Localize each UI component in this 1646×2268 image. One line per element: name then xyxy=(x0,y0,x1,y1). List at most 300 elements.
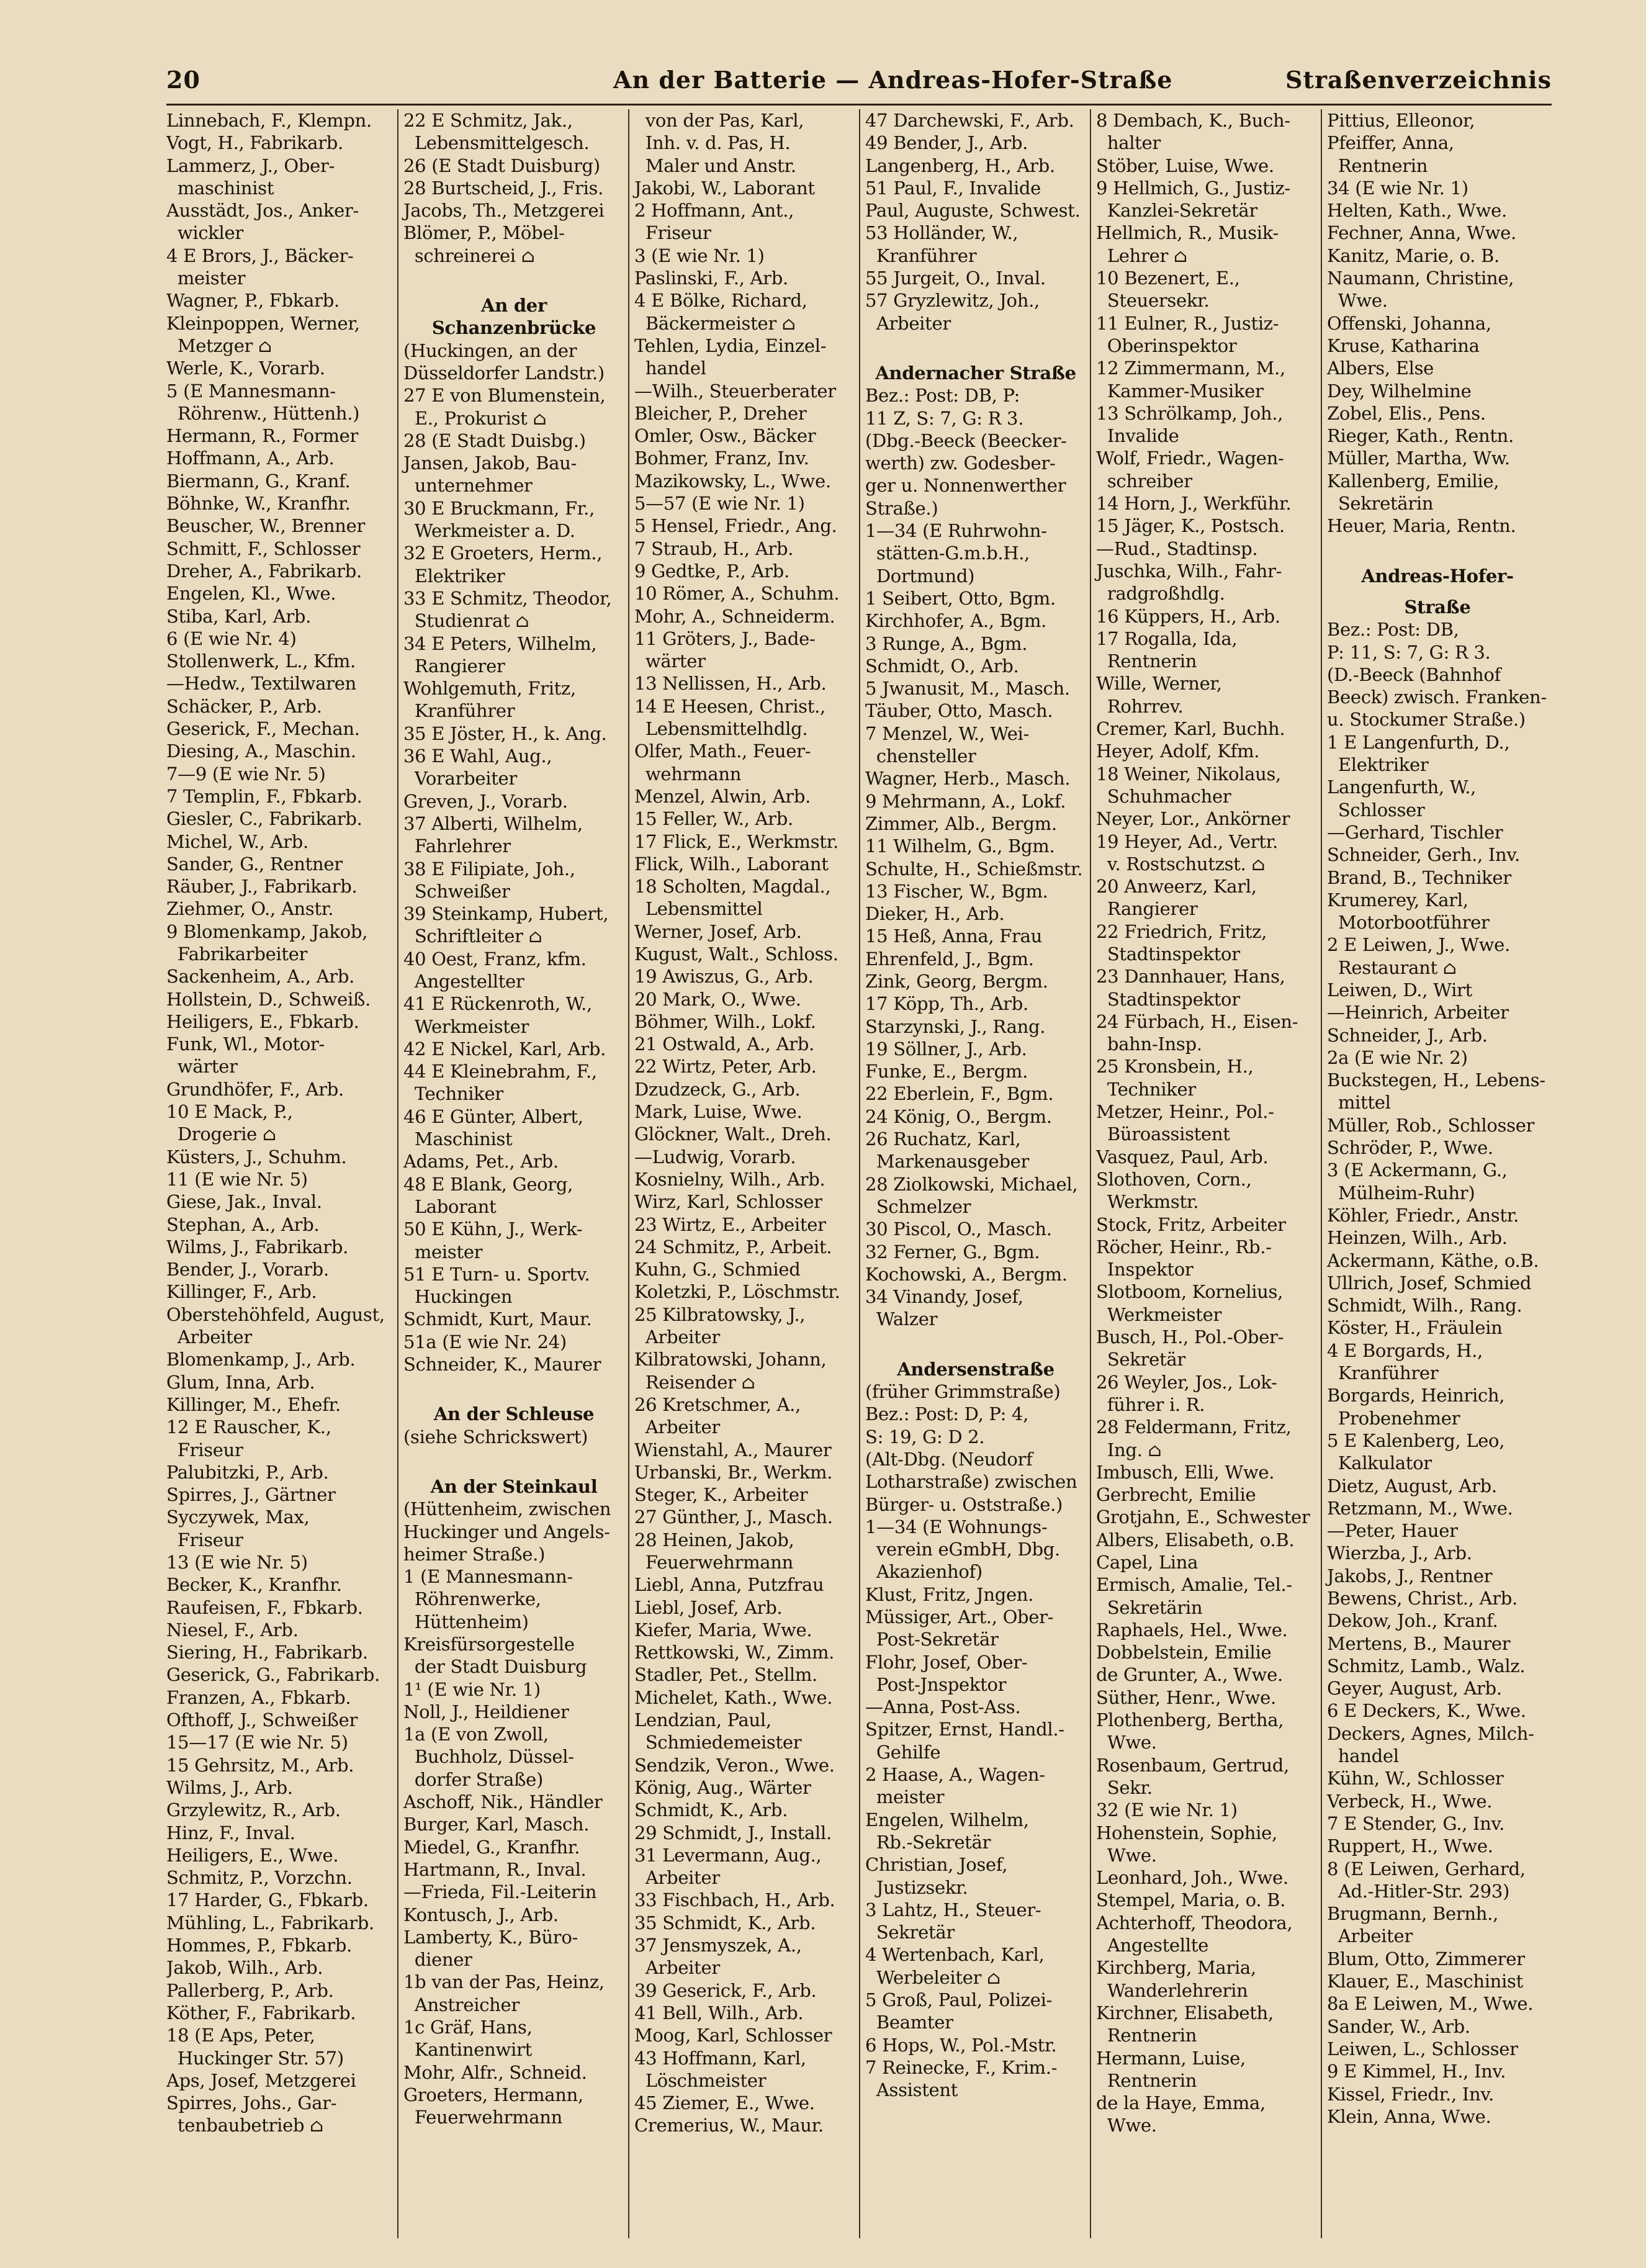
directory-entry: Hüttenheim) xyxy=(403,1611,529,1632)
directory-entry: Müller, Rob., Schlosser xyxy=(1327,1114,1535,1136)
directory-entry: 22 Friedrich, Fritz, xyxy=(1096,920,1267,942)
directory-entry: Schmitz, Lamb., Walz. xyxy=(1327,1655,1526,1676)
directory-entry: Gehilfe xyxy=(865,1741,941,1763)
directory-entry: maschinist xyxy=(166,177,274,199)
directory-entry: Feuerwehrmann xyxy=(403,2107,563,2128)
directory-entry: wärter xyxy=(634,650,706,672)
directory-entry: —Hedw., Textilwaren xyxy=(166,673,356,695)
directory-entry: stätten-G.m.b.H., xyxy=(865,542,1030,564)
directory-entry: Probenehmer xyxy=(1327,1407,1460,1429)
directory-entry: de Grunter, A., Wwe. xyxy=(1096,1664,1283,1686)
directory-entry: Schulte, H., Schießmstr. xyxy=(865,858,1083,880)
directory-entry: Dortmund) xyxy=(865,565,975,587)
directory-entry: König, Aug., Wärter xyxy=(634,1776,811,1798)
directory-entry: Rettkowski, W., Zimm. xyxy=(634,1642,835,1663)
directory-entry: —Peter, Hauer xyxy=(1327,1520,1458,1542)
directory-entry: 4 Wertenbach, Karl, xyxy=(865,1944,1045,1966)
directory-entry: 29 Schmidt, J., Install. xyxy=(634,1822,832,1843)
directory-entry: 15 Gehrsitz, M., Arb. xyxy=(166,1754,354,1776)
directory-entry: Restaurant ⌂ xyxy=(1327,956,1457,978)
directory-entry: 11 Z, S: 7, G: R 3. xyxy=(865,407,1024,429)
spacer xyxy=(865,1331,1086,1349)
directory-entry: Wohlgemuth, Fritz, xyxy=(403,678,576,700)
directory-entry: Schmiedemeister xyxy=(634,1732,802,1753)
directory-entry: 24 Fürbach, H., Eisen- xyxy=(1096,1010,1298,1032)
directory-entry: Neyer, Lor., Ankörner xyxy=(1096,808,1290,830)
directory-entry: Stiba, Karl, Arb. xyxy=(166,605,312,627)
directory-entry: Schuhmacher xyxy=(1096,785,1231,807)
directory-entry: Helten, Kath., Wwe. xyxy=(1327,200,1507,222)
directory-entry: Beuscher, W., Brenner xyxy=(166,515,366,537)
directory-entry: 47 Darchewski, F., Arb. xyxy=(865,110,1074,131)
directory-entry: 12 E Rauscher, K., xyxy=(166,1416,331,1438)
directory-entry: 38 E Filipiate, Joh., xyxy=(403,858,575,880)
directory-entry: Olfer, Math., Feuer- xyxy=(634,740,811,762)
directory-entry: Ziehmer, O., Anstr. xyxy=(166,898,334,920)
directory-entry: 1—34 (E Wohnungs- xyxy=(865,1516,1048,1537)
directory-entry: Täuber, Otto, Masch. xyxy=(865,700,1053,722)
directory-entry: Ad.-Hitler-Str. 293) xyxy=(1327,1880,1509,1902)
column-3 xyxy=(628,109,859,2238)
directory-entry: Steuersekr. xyxy=(1096,290,1210,312)
directory-entry: 28 Ziolkowski, Michael, xyxy=(865,1173,1078,1195)
directory-entry: Werkmeister xyxy=(1096,1303,1222,1325)
directory-entry: Werkmeister a. D. xyxy=(403,520,575,542)
directory-entry: Wilms, J., Fabrikarb. xyxy=(166,1236,349,1258)
directory-entry: 9 Mehrmann, A., Lokf. xyxy=(865,790,1066,812)
directory-entry: Wienstahl, A., Maurer xyxy=(634,1439,832,1460)
directory-entry: Aschoff, Nik., Händler xyxy=(403,1791,603,1813)
directory-entry: Stock, Fritz, Arbeiter xyxy=(1096,1213,1286,1235)
directory-entry: Kallenberg, Emilie, xyxy=(1327,470,1500,492)
directory-entry: 21 Ostwald, A., Arb. xyxy=(634,1033,815,1055)
directory-entry: Arbeiter xyxy=(166,1326,252,1348)
spacer xyxy=(403,1448,624,1467)
directory-entry: Cremer, Karl, Buchh. xyxy=(1096,718,1285,740)
directory-entry: 1 (E Mannesmann- xyxy=(403,1566,573,1588)
directory-entry: schreiber xyxy=(1096,470,1192,492)
directory-entry: werth) zw. Godesber- xyxy=(865,452,1056,474)
directory-entry: Dey, Wilhelmine xyxy=(1327,380,1472,402)
directory-entry: 19 Awiszus, G., Arb. xyxy=(634,966,814,988)
spacer xyxy=(403,1375,624,1394)
directory-entry: Imbusch, Elli, Wwe. xyxy=(1096,1461,1275,1483)
directory-entry: 10 E Mack, P., xyxy=(166,1101,293,1123)
directory-entry: Langenfurth, W., xyxy=(1327,776,1477,798)
directory-entry: 49 Bender, J., Arb. xyxy=(865,132,1028,154)
directory-entry: 6 (E wie Nr. 4) xyxy=(166,628,297,649)
directory-entry: Geserick, F., Mechan. xyxy=(166,718,360,740)
directory-entry: 6 E Deckers, K., Wwe. xyxy=(1327,1700,1526,1722)
directory-entry: Grundhöfer, F., Arb. xyxy=(166,1078,344,1100)
directory-entry: (D.-Beeck (Bahnhof xyxy=(1327,664,1501,685)
directory-entry: Inh. v. d. Pas, H. xyxy=(634,132,791,154)
directory-entry: 30 E Bruckmann, Fr., xyxy=(403,497,595,519)
directory-entry: 24 König, O., Bergm. xyxy=(865,1105,1052,1127)
directory-entry: —Ludwig, Vorarb. xyxy=(634,1146,796,1168)
directory-entry: 22 Eberlein, F., Bgm. xyxy=(865,1083,1054,1105)
directory-entry: 20 Mark, O., Wwe. xyxy=(634,988,801,1010)
directory-entry: Kirchner, Elisabeth, xyxy=(1096,2002,1274,2023)
directory-entry: Siering, H., Fabrikarb. xyxy=(166,1642,368,1663)
directory-entry: Stadtinspektor xyxy=(1096,988,1240,1010)
directory-entry: Schmelzer xyxy=(865,1195,971,1217)
directory-entry: Spitzer, Ernst, Handl.- xyxy=(865,1719,1064,1740)
directory-entry: Jakobi, W., Laborant xyxy=(634,177,815,199)
directory-entry: Mühling, L., Fabrikarb. xyxy=(166,1912,374,1933)
directory-entry: 2 Haase, A., Wagen- xyxy=(865,1764,1045,1786)
directory-entry: 8 Dembach, K., Buch- xyxy=(1096,110,1290,131)
directory-entry: 19 Heyer, Ad., Vertr. xyxy=(1096,830,1278,852)
directory-entry: Christian, Josef, xyxy=(865,1854,1008,1876)
directory-entry: —Anna, Post-Ass. xyxy=(865,1696,1021,1718)
directory-entry: Köther, F., Fabrikarb. xyxy=(166,2002,356,2023)
directory-entry: 5 Groß, Paul, Polizei- xyxy=(865,1989,1053,2011)
directory-entry: Schneider, Gerh., Inv. xyxy=(1327,844,1520,866)
directory-entry: Liebl, Anna, Putzfrau xyxy=(634,1574,824,1596)
directory-entry: Leiwen, L., Schlosser xyxy=(1327,2038,1518,2059)
directory-entry: Schneider, J., Arb. xyxy=(1327,1024,1488,1046)
directory-entry: 6 Hops, W., Pol.-Mstr. xyxy=(865,2034,1057,2056)
directory-entry: Bender, J., Vorarb. xyxy=(166,1259,329,1280)
directory-entry: Arbeiter xyxy=(634,1957,720,1979)
directory-entry: 1a (E von Zwoll, xyxy=(403,1724,549,1745)
directory-entry: Stadtinspektor xyxy=(1096,943,1240,965)
directory-entry: 17 Köpp, Th., Arb. xyxy=(865,993,1028,1015)
directory-entry: Cremerius, W., Maur. xyxy=(634,2115,824,2136)
directory-entry: Mazikowsky, L., Wwe. xyxy=(634,470,831,492)
directory-entry: Borgards, Heinrich, xyxy=(1327,1385,1505,1406)
directory-entry: Naumann, Christine, xyxy=(1327,268,1514,289)
directory-entry: 10 Römer, A., Schuhm. xyxy=(634,583,840,605)
directory-entry: Schneider, K., Maurer xyxy=(403,1354,601,1375)
directory-entry: (Dbg.-Beeck (Beecker- xyxy=(865,430,1067,451)
directory-entry: 27 Günther, J., Masch. xyxy=(634,1506,833,1528)
directory-entry: Franzen, A., Fbkarb. xyxy=(166,1686,351,1708)
directory-entry: 46 E Günter, Albert, xyxy=(403,1105,583,1127)
directory-entry: Spirres, Johs., Gar- xyxy=(166,2092,337,2114)
directory-entry: 13 (E wie Nr. 5) xyxy=(166,1552,308,1573)
directory-entry: Köhler, Friedr., Anstr. xyxy=(1327,1204,1519,1226)
directory-entry: Giesler, C., Fabrikarb. xyxy=(166,808,362,830)
directory-entry: Glöckner, Walt., Dreh. xyxy=(634,1123,832,1145)
directory-entry: Techniker xyxy=(1096,1078,1196,1100)
directory-entry: Grzylewitz, R., Arb. xyxy=(166,1799,341,1821)
directory-entry: Zobel, Elis., Pens. xyxy=(1327,402,1486,424)
directory-entry: u. Stockumer Straße.) xyxy=(1327,709,1526,731)
directory-entry: Raphaels, Hel., Wwe. xyxy=(1096,1619,1288,1640)
directory-entry: 32 E Groeters, Herm., xyxy=(403,542,603,564)
directory-entry: Metzer, Heinr., Pol.- xyxy=(1096,1101,1274,1123)
directory-entry: Engelen, Wilhelm, xyxy=(865,1809,1029,1830)
directory-entry: Friseur xyxy=(166,1529,243,1550)
directory-entry: Menzel, Alwin, Arb. xyxy=(634,785,811,807)
directory-entry: 18 (E Aps, Peter, xyxy=(166,2025,315,2046)
directory-entry: Ruppert, H., Wwe. xyxy=(1327,1835,1493,1857)
directory-entry: Friseur xyxy=(166,1439,243,1460)
directory-entry: Lamberty, K., Büro- xyxy=(403,1926,578,1948)
directory-entry: Bohmer, Franz, Inv. xyxy=(634,448,809,469)
directory-entry: 11 Eulner, R., Justiz- xyxy=(1096,312,1279,334)
directory-entry: 13 Schrölkamp, Joh., xyxy=(1096,402,1284,424)
directory-entry: —Gerhard, Tischler xyxy=(1327,821,1503,843)
directory-entry: Juschka, Wilh., Fahr- xyxy=(1096,560,1282,582)
directory-entry: 9 Blomenkamp, Jakob, xyxy=(166,920,368,942)
directory-entry: Vasquez, Paul, Arb. xyxy=(1096,1146,1269,1168)
directory-entry: 50 E Kühn, J., Werk- xyxy=(403,1218,583,1240)
directory-entry: 9 E Kimmel, H., Inv. xyxy=(1327,2061,1506,2082)
directory-entry: 9 Gedtke, P., Arb. xyxy=(634,560,789,582)
directory-entry: 3 Runge, A., Bgm. xyxy=(865,632,1028,654)
directory-entry: S: 19, G: D 2. xyxy=(865,1426,985,1447)
directory-entry: Bez.: Post: D, P: 4, xyxy=(865,1403,1029,1425)
directory-entry: 26 Kretschmer, A., xyxy=(634,1393,801,1415)
directory-entry: Hoffmann, A., Arb. xyxy=(166,448,335,469)
directory-entry: Syczywek, Max, xyxy=(166,1506,310,1528)
directory-entry: Ofthoff, J., Schweißer xyxy=(166,1709,358,1731)
directory-entry: Hommes, P., Fbkarb. xyxy=(166,1935,353,1956)
directory-entry: Dobbelstein, Emilie xyxy=(1096,1642,1272,1663)
directory-entry: 17 Harder, G., Fbkarb. xyxy=(166,1889,369,1911)
directory-entry: Wilms, J., Arb. xyxy=(166,1776,293,1798)
directory-entry: 26 Weyler, Jos., Lok- xyxy=(1096,1371,1277,1393)
directory-entry: Paul, Auguste, Schwest. xyxy=(865,200,1081,222)
directory-entry: Hohenstein, Sophie, xyxy=(1096,1822,1277,1843)
directory-entry: Schriftleiter ⌂ xyxy=(403,925,542,947)
directory-entry: mittel xyxy=(1327,1092,1391,1114)
directory-entry: Kirchhofer, A., Bgm. xyxy=(865,610,1047,632)
directory-entry: Leiwen, D., Wirt xyxy=(1327,979,1472,1001)
directory-entry: 1 Seibert, Otto, Bgm. xyxy=(865,587,1056,609)
directory-entry: 7 Straub, H., Arb. xyxy=(634,538,794,559)
directory-entry: Wwe. xyxy=(1327,290,1388,312)
directory-entry: Albers, Elisabeth, o.B. xyxy=(1096,1529,1295,1550)
directory-entry: Wwe. xyxy=(1096,1844,1157,1866)
directory-entry: Düsseldorfer Landstr.) xyxy=(403,362,605,384)
directory-entry: 26 (E Stadt Duisburg) xyxy=(403,155,600,176)
directory-entry: Funke, E., Bergm. xyxy=(865,1061,1028,1082)
directory-entry: 2a (E wie Nr. 2) xyxy=(1327,1046,1468,1068)
directory-entry: Assistent xyxy=(865,2079,958,2101)
directory-entry: 37 Jensmyszek, A., xyxy=(634,1935,802,1956)
directory-entry: Retzmann, M., Wwe. xyxy=(1327,1497,1513,1519)
directory-entry: 17 Flick, E., Werkmstr. xyxy=(634,830,839,852)
directory-entry: Feuerwehrmann xyxy=(634,1552,794,1573)
street-heading: An der Schleuse xyxy=(433,1403,595,1425)
directory-entry: Ehrenfeld, J., Bgm. xyxy=(865,948,1034,970)
directory-entry: Sendzik, Veron., Wwe. xyxy=(634,1754,835,1776)
directory-entry: Elektriker xyxy=(403,565,505,587)
directory-entry: Sackenheim, A., Arb. xyxy=(166,966,355,988)
directory-entry: 44 E Kleinebrahm, F., xyxy=(403,1061,597,1082)
directory-entry: Kugust, Walt., Schloss. xyxy=(634,943,839,965)
directory-entry: 23 Dannhauer, Hans, xyxy=(1096,966,1285,988)
directory-entry: 33 Fischbach, H., Arb. xyxy=(634,1889,835,1911)
directory-entry: 5 Jwanusit, M., Masch. xyxy=(865,678,1070,700)
directory-entry: Schmidt, K., Arb. xyxy=(634,1799,788,1821)
directory-entry: Bleicher, P., Dreher xyxy=(634,402,807,424)
directory-entry: Arbeiter xyxy=(865,312,951,334)
directory-entry: 5 (E Mannesmann- xyxy=(166,380,336,402)
directory-entry: Omler, Osw., Bäcker xyxy=(634,425,816,447)
column-6 xyxy=(1321,109,1552,2238)
directory-entry: Engelen, Kl., Wwe. xyxy=(166,583,336,605)
directory-entry: Stephan, A., Arb. xyxy=(166,1213,320,1235)
directory-entry: 5—57 (E wie Nr. 1) xyxy=(634,493,805,515)
directory-entry: Ackermann, Käthe, o.B. xyxy=(1327,1249,1539,1271)
directory-entry: Niesel, F., Arb. xyxy=(166,1619,299,1640)
directory-entry: Dekow, Joh., Kranf. xyxy=(1327,1610,1498,1632)
directory-entry: 51 Paul, F., Invalide xyxy=(865,177,1041,199)
directory-entry: Kilbratowski, Johann, xyxy=(634,1349,827,1370)
directory-entry: Fabrikarbeiter xyxy=(166,943,308,965)
directory-entry: Blum, Otto, Zimmerer xyxy=(1327,1948,1525,1969)
directory-entry: 11 (E wie Nr. 5) xyxy=(166,1168,308,1190)
directory-entry: 7 Menzel, W., Wei- xyxy=(865,722,1030,744)
directory-entry: Schlosser xyxy=(1327,799,1425,821)
directory-entry: Mertens, B., Maurer xyxy=(1327,1632,1511,1654)
directory-entry: Leonhard, Joh., Wwe. xyxy=(1096,1867,1288,1889)
directory-entry: chensteller xyxy=(865,745,976,767)
directory-entry: Maschinist xyxy=(403,1128,513,1150)
spacer xyxy=(403,267,624,286)
directory-entry: 37 Alberti, Wilhelm, xyxy=(403,812,583,834)
column-1 xyxy=(166,109,397,2238)
directory-entry: Killinger, F., Arb. xyxy=(166,1281,317,1303)
directory-entry: 24 Schmitz, P., Arbeit. xyxy=(634,1236,832,1258)
directory-entry: Mülheim-Ruhr) xyxy=(1327,1182,1475,1204)
directory-entry: Rentnerin xyxy=(1327,155,1428,176)
directory-entry: dorfer Straße) xyxy=(403,1768,544,1790)
directory-entry: 32 Ferner, G., Bgm. xyxy=(865,1241,1040,1262)
directory-entry: 18 Weiner, Nikolaus, xyxy=(1096,763,1281,785)
directory-entry: Becker, K., Kranfhr. xyxy=(166,1574,342,1596)
directory-entry: Röhrenwerke, xyxy=(403,1588,541,1610)
directory-entry: (Alt-Dbg. (Neudorf xyxy=(865,1448,1033,1470)
directory-entry: bahn-Insp. xyxy=(1096,1033,1202,1055)
directory-entry: Klein, Anna, Wwe. xyxy=(1327,2105,1491,2127)
directory-entry: Kantinenwirt xyxy=(403,2039,532,2061)
directory-entry: Stollenwerk, L., Kfm. xyxy=(166,650,356,672)
directory-entry: P: 11, S: 7, G: R 3. xyxy=(1327,641,1491,663)
directory-entry: Werle, K., Vorarb. xyxy=(166,358,325,379)
directory-entry: Angestellte xyxy=(1096,1935,1208,1956)
directory-entry: Wolf, Friedr., Wagen- xyxy=(1096,448,1284,469)
directory-entry: —Heinrich, Arbeiter xyxy=(1327,1002,1509,1024)
directory-entry: Lebensmittelgesch. xyxy=(403,132,590,154)
directory-entry: Rieger, Kath., Rentn. xyxy=(1327,425,1514,447)
directory-entry: Michel, W., Arb. xyxy=(166,830,308,852)
directory-entry: Friseur xyxy=(634,222,711,244)
directory-entry: (Hüttenheim, zwischen xyxy=(403,1498,611,1520)
directory-entry: Schmidt, Wilh., Rang. xyxy=(1327,1295,1522,1316)
directory-entry: Kissel, Friedr., Inv. xyxy=(1327,2083,1494,2105)
directory-entry: Köster, H., Fräulein xyxy=(1327,1317,1503,1339)
directory-entry: Müssiger, Art., Ober- xyxy=(865,1606,1054,1627)
directory-entry: 14 E Heesen, Christ., xyxy=(634,695,825,717)
directory-entry: 28 (E Stadt Duisbg.) xyxy=(403,430,586,451)
directory-entry: Heiligers, E., Fbkarb. xyxy=(166,1010,359,1032)
directory-entry: ger u. Nonnenwerther xyxy=(865,475,1066,497)
directory-entry: Kirchberg, Maria, xyxy=(1096,1957,1256,1979)
directory-entry: Flohr, Josef, Ober- xyxy=(865,1651,1028,1673)
directory-entry: 34 (E wie Nr. 1) xyxy=(1327,177,1468,199)
directory-entry: Deckers, Agnes, Milch- xyxy=(1327,1722,1534,1744)
directory-entry: 32 (E wie Nr. 1) xyxy=(1096,1799,1238,1821)
directory-entry: heimer Straße.) xyxy=(403,1543,546,1565)
directory-entry: 25 Kilbratowsky, J., xyxy=(634,1303,806,1325)
directory-entry: Bäckermeister ⌂ xyxy=(634,312,796,334)
directory-entry: Rangierer xyxy=(1096,898,1198,920)
directory-entry: Blomenkamp, J., Arb. xyxy=(166,1349,356,1370)
street-heading: Straße xyxy=(1404,596,1471,618)
directory-entry: 43 Hoffmann, Karl, xyxy=(634,2047,806,2069)
directory-entry: Elektriker xyxy=(1327,754,1429,776)
directory-entry: Stadler, Pet., Stellm. xyxy=(634,1664,817,1686)
directory-entry: Kontusch, J., Arb. xyxy=(403,1904,559,1925)
directory-entry: 36 E Wahl, Aug., xyxy=(403,745,552,767)
directory-entry: 31 Levermann, Aug., xyxy=(634,1844,822,1866)
street-heading: Andreas-Hofer- xyxy=(1361,565,1514,587)
directory-entry: Heiligers, E., Wwe. xyxy=(166,1844,339,1866)
directory-entry: Sekretärin xyxy=(1327,493,1434,515)
directory-entry: Michelet, Kath., Wwe. xyxy=(634,1686,833,1708)
directory-entry: 4 E Borgards, H., xyxy=(1327,1339,1483,1361)
directory-entry: Kiefer, Maria, Wwe. xyxy=(634,1619,812,1640)
directory-entry: Rosenbaum, Gertrud, xyxy=(1096,1754,1289,1776)
directory-entry: Inspektor xyxy=(1096,1259,1194,1280)
directory-entry: 1¹ (E wie Nr. 1) xyxy=(403,1678,541,1700)
directory-entry: meister xyxy=(865,1786,945,1808)
directory-entry: Klauer, E., Maschinist xyxy=(1327,1971,1523,1992)
directory-entry: Röhrenw., Hüttenh.) xyxy=(166,402,360,424)
directory-entry: Mohr, Alfr., Schneid. xyxy=(403,2061,587,2083)
directory-entry: 34 E Peters, Wilhelm, xyxy=(403,632,597,654)
directory-entry: 28 Heinen, Jakob, xyxy=(634,1529,794,1550)
directory-entry: 40 Oest, Franz, kfm. xyxy=(403,948,587,970)
directory-entry: 1b van der Pas, Heinz, xyxy=(403,1971,605,1993)
directory-entry: Grotjahn, E., Schwester xyxy=(1096,1506,1310,1528)
directory-entry: Angestellter xyxy=(403,970,524,992)
directory-entry: Lebensmittelhdlg. xyxy=(634,718,808,740)
directory-entry: 4 E Bölke, Richard, xyxy=(634,290,807,312)
directory-entry: —Wilh., Steuerberater xyxy=(634,380,836,402)
directory-entry: Werkmeister xyxy=(403,1015,529,1037)
directory-entry: Ermisch, Amalie, Tel.- xyxy=(1096,1574,1292,1596)
directory-entry: (früher Grimmstraße) xyxy=(865,1381,1061,1403)
directory-entry: Oberinspektor xyxy=(1096,335,1237,356)
section-title: Straßenverzeichnis xyxy=(1285,66,1552,94)
directory-entry: Kuhn, G., Schmied xyxy=(634,1259,801,1280)
directory-entry: 11 Wilhelm, G., Bgm. xyxy=(865,835,1055,857)
directory-entry: Stempel, Maria, o. B. xyxy=(1096,1889,1286,1911)
directory-entry: 23 Wirtz, E., Arbeiter xyxy=(634,1213,826,1235)
directory-entry: Schmitz, P., Vorzchn. xyxy=(166,1867,353,1889)
directory-entry: Arbeiter xyxy=(1327,1925,1413,1947)
directory-entry: Wanderlehrerin xyxy=(1096,1979,1248,2001)
directory-entry: Kleinpoppen, Werner, xyxy=(166,312,360,334)
directory-entry: Jakob, Wilh., Arb. xyxy=(166,1957,323,1979)
directory-entry: Motorbootführer xyxy=(1327,912,1490,934)
directory-entry: Fechner, Anna, Wwe. xyxy=(1327,222,1516,244)
directory-entry: v. Rostschutzst. ⌂ xyxy=(1096,853,1266,875)
directory-entry: Büroassistent xyxy=(1096,1123,1230,1145)
directory-entry: Wagner, Herb., Masch. xyxy=(865,768,1071,790)
directory-entry: 15—17 (E wie Nr. 5) xyxy=(166,1732,348,1753)
directory-entry: 33 E Schmitz, Theodor, xyxy=(403,587,612,609)
directory-entry: schreinerei ⌂ xyxy=(403,245,535,266)
spacer xyxy=(865,335,1086,353)
